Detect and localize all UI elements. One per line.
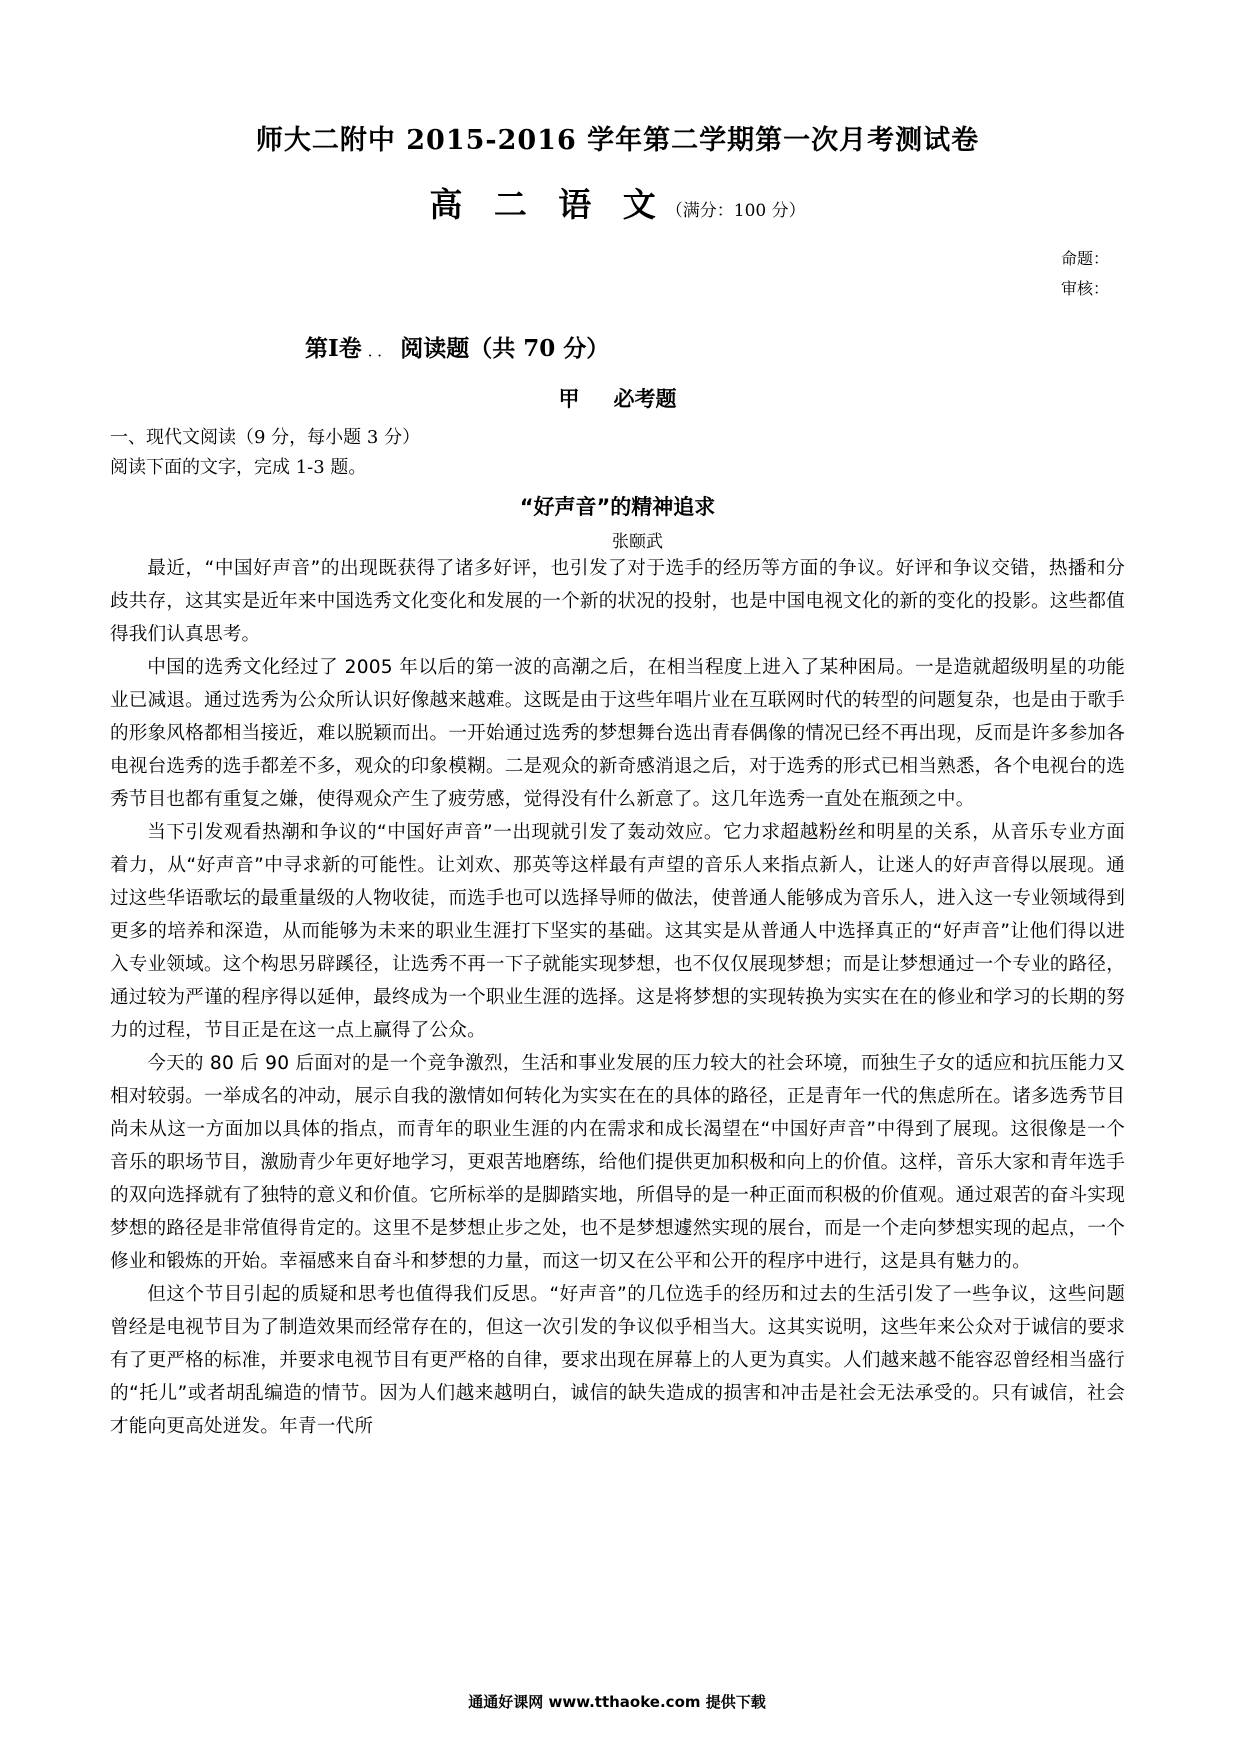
volume-heading-rest: 阅读题（共 70 分） [400, 335, 610, 362]
subject-line [110, 179, 1125, 226]
part-heading [110, 383, 1125, 413]
volume-heading-label: 第Ⅰ卷 [305, 335, 362, 362]
article-paragraph: 中国的选秀文化经过了 2005 年以后的第一波的高潮之后，在相当程度上进入了某种困局。一是造就超级明星的功能业已减退。通过选秀为公众所认识好像越来越难。这既是由于这些年唱片业在互联网时代的转型的问题复杂，也是由于歌手的形象风格都相当接近，难以脱颖而出。一开始通过选秀的梦想舞台选出青春偶像的情况已经不再出现，反而是许多参加各电视台选秀的选手都差不多，观众的印象模糊。二是观众的新奇感消退之后，对于选秀的形式已相当熟悉，各个电视台的选秀节目也都有重复之嫌，使得观众产生了疲劳感，觉得没有什么新意了。这几年选秀一直处在瓶颈之中。 [110, 657, 1125, 810]
question-group-heading: 一、现代文阅读（9 分，每小题 3 分） [110, 427, 421, 448]
document-content [110, 0, 1125, 1443]
exam-meta [110, 244, 1125, 304]
article-paragraph: 但这个节目引起的质疑和思考也值得我们反思。“好声音”的几位选手的经历和过去的生活引发了一些争议，这些问题曾经是电视节目为了制造效果而经常存在的，但这一次引发的争议似乎相当大。这其实说明，这些年来公众对于诚信的要求有了更严格的标准，并要求电视节目有更严格的自律，要求出现在屏幕上的人更为真实。人们越来越不能容忍曾经相当盛行的“托儿”或者胡乱编造的情节。因为人们越来越明白，诚信的缺失造成的损害和冲击是社会无法承受的。只有诚信，社会才能向更高处迸发。年青一代所 [110, 1284, 1125, 1437]
subject-score-note: （满分：100 分） [665, 201, 806, 221]
article-paragraph: 今天的 80 后 90 后面对的是一个竞争激烈，生活和事业发展的压力较大的社会环境，而独生子女的适应和抗压能力又相对较弱。一举成名的冲动，展示自我的激情如何转化为实实在在的具体的路径，正是青年一代的焦虑所在。诸多选秀节目尚未从这一方面加以具体的指点，而青年的职业生涯的内在需求和成长渴望在“中国好声音”中得到了展现。这很像是一个音乐的职场节目，激励青少年更好地学习，更艰苦地磨练，给他们提供更加积极和向上的价值。这样，音乐大家和青年选手的双向选择就有了独特的意义和价值。它所标举的是脚踏实地，所倡导的是一种正面而积极的价值观。通过艰苦的奋斗实现梦想的路径是非常值得肯定的。这里不是梦想止步之处，也不是梦想遽然实现的展台，而是一个走向梦想实现的起点，一个修业和锻炼的开始。幸福感来自奋斗和梦想的力量，而这一切又在公平和公开的程序中进行，这是具有魅力的。 [110, 1053, 1125, 1272]
volume-heading-dots: ．． [367, 342, 395, 360]
reviewer-label: 审核： [1060, 279, 1109, 298]
article-paragraph: 当下引发观看热潮和争议的“中国好声音”一出现就引发了轰动效应。它力求超越粉丝和明星的关系，从音乐专业方面着力，从“好声音”中寻求新的可能性。让刘欢、那英等这样最有声望的音乐人来指点新人，让迷人的好声音得以展现。通过这些华语歌坛的最重量级的人物收徒，而选手也可以选择导师的做法，使普通人能够成为音乐人，进入这一专业领域得到更多的培养和深造，从而能够为未来的职业生涯打下坚实的基础。这其实是从普通人中选择真正的“好声音”让他们得以进入专业领域。这个构思另辟蹊径，让选秀不再一下子就能实现梦想，也不仅仅展现梦想；而是让梦想通过一个专业的路径，通过较为严谨的程序得以延伸，最终成为一个职业生涯的选择。这是将梦想的实现转换为实实在在的修业和学习的长期的努力的过程，节目正是在这一点上赢得了公众。 [110, 822, 1125, 1041]
subject-name: 高 二 语 文 [429, 185, 666, 224]
article-author: 张颐武 [612, 532, 663, 552]
page-footer: 通通好课网 www.tthaoke.com 提供下载 [468, 1693, 766, 1711]
page-title: 师大二附中 2015-2016 学年第二学期第一次月考测试卷 [255, 125, 980, 156]
setter-label: 命题： [1060, 249, 1109, 268]
volume-heading [110, 330, 1125, 363]
part-name: 必考题 [613, 386, 677, 411]
article-title: “好声音”的精神追求 [519, 495, 716, 519]
part-label: 甲 [558, 386, 580, 411]
article-paragraph: 最近，“中国好声音”的出现既获得了诸多好评，也引发了对于选手的经历等方面的争议。好评和争议交错，热播和分歧共存，这其实是近年来中国选秀文化变化和发展的一个新的状况的投射，也是中国电视文化的新的变化的投影。这些都值得我们认真思考。 [110, 558, 1125, 645]
question-prompt: 阅读下面的文字，完成 1-3 题。 [110, 457, 367, 478]
